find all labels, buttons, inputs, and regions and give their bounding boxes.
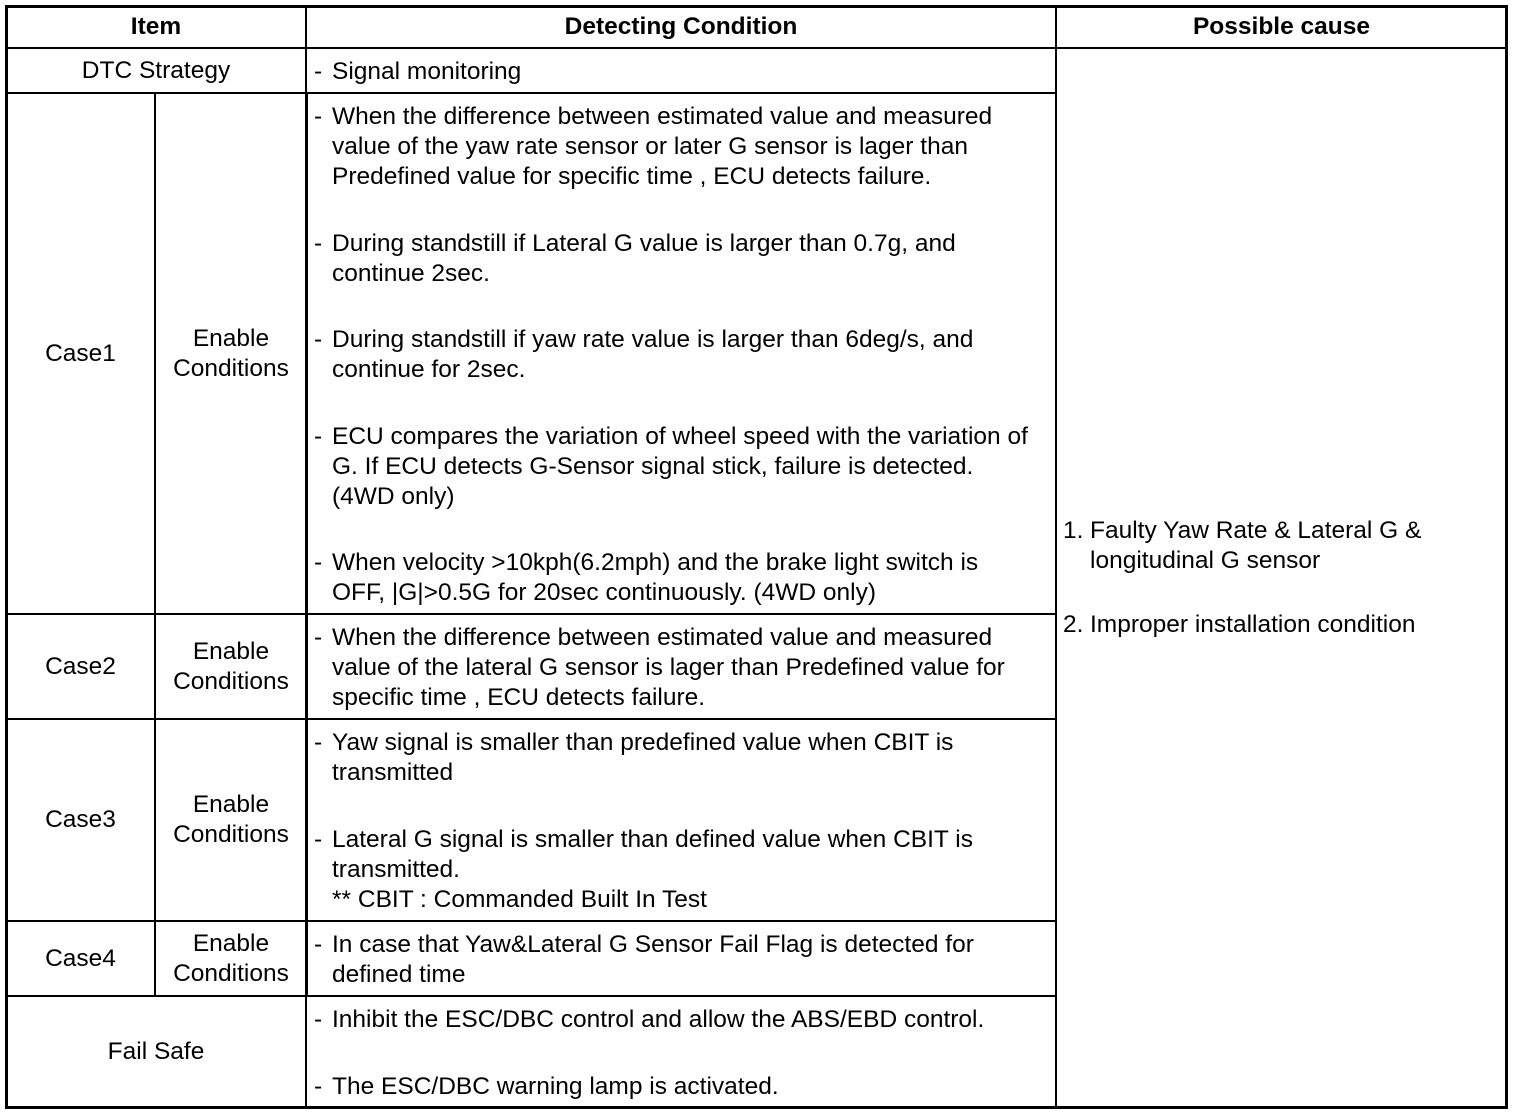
condition-line: During standstill if yaw rate value is larger than 6deg/s, and <box>332 326 974 353</box>
case3-label-cell <box>5 718 156 922</box>
condition-item <box>314 825 1049 915</box>
case1-enable-conditions-cell <box>154 92 308 615</box>
condition-line: continue 2sec. <box>332 259 490 287</box>
case4-condition-cell <box>305 920 1057 997</box>
condition-line: transmitted <box>332 759 454 786</box>
bullet-dash: - <box>314 326 323 353</box>
dtc-strategy-condition-cell <box>305 47 1057 94</box>
header-item-cell <box>5 5 307 49</box>
condition-item <box>314 102 1049 192</box>
fail-safe-condition-cell <box>305 995 1057 1109</box>
condition-line: Predefined value for specific time , ECU detects failure. <box>332 163 932 190</box>
cause-line: Faulty Yaw Rate & Lateral G & <box>1090 517 1422 544</box>
sublabel-line: Conditions <box>173 959 289 987</box>
condition-line: When the difference between estimated value and measured <box>332 624 993 651</box>
condition-line: specific time , ECU detects failure. <box>332 684 706 711</box>
header-possible-cause-label: Possible cause <box>1192 13 1371 40</box>
sublabel-line: Enable <box>192 791 270 818</box>
bullet-dash: - <box>314 1006 323 1033</box>
condition-item <box>314 1072 1049 1102</box>
condition-line: ECU compares the variation of wheel speed with the variation of <box>332 422 1028 450</box>
cause-line: longitudinal G sensor <box>1090 547 1321 574</box>
condition-line: OFF, |G|>0.5G for 20sec continuously. (4WD only) <box>332 579 876 606</box>
cause-line: Improper installation condition <box>1090 611 1416 638</box>
case2-enable-conditions-cell <box>154 613 308 720</box>
condition-item <box>314 57 1049 87</box>
cause-item <box>1063 610 1506 640</box>
row-label: Case2 <box>45 652 116 680</box>
condition-item <box>314 325 1049 385</box>
bullet-dash: - <box>314 729 323 756</box>
possible-cause-cell <box>1055 47 1508 1109</box>
condition-item <box>314 422 1049 512</box>
row-label: Case1 <box>45 339 116 367</box>
condition-item <box>314 930 1049 990</box>
condition-line: During standstill if Lateral G value is larger than 0.7g, and <box>332 229 956 257</box>
case4-enable-conditions-cell <box>154 920 308 997</box>
condition-line: continue for 2sec. <box>332 356 526 383</box>
sublabel-line: Conditions <box>173 667 289 695</box>
header-detecting-condition-label: Detecting Condition <box>564 13 798 40</box>
case1-label-cell <box>5 92 156 615</box>
sublabel-line: Conditions <box>173 821 289 848</box>
row-label: Case3 <box>45 806 116 833</box>
dtc-strategy-label-cell <box>5 47 307 94</box>
cause-number: 1. <box>1063 517 1084 544</box>
condition-item <box>314 728 1049 788</box>
condition-line: Lateral G signal is smaller than defined value when CBIT is <box>332 825 973 853</box>
bullet-dash: - <box>314 422 323 450</box>
bullet-dash: - <box>314 229 323 257</box>
sublabel-line: Enable <box>192 929 270 957</box>
case3-condition-cell <box>305 718 1057 922</box>
condition-item <box>314 229 1049 289</box>
case4-label-cell <box>5 920 156 997</box>
case3-enable-conditions-cell <box>154 718 308 922</box>
condition-line: When velocity >10kph(6.2mph) and the brake light switch is <box>332 549 979 576</box>
sublabel-line: Enable <box>192 324 270 352</box>
condition-line: G. If ECU detects G-Sensor signal stick, failure is detected. <box>332 452 974 480</box>
row-label: Fail Safe <box>107 1038 205 1065</box>
cause-item <box>1063 516 1506 576</box>
condition-line: value of the yaw rate sensor or later G sensor is lager than <box>332 133 968 160</box>
condition-item <box>314 1005 1049 1035</box>
bullet-dash: - <box>314 624 323 651</box>
fail-safe-label-cell <box>5 995 307 1109</box>
header-possible-cause-cell <box>1055 5 1508 49</box>
condition-note: ** CBIT : Commanded Built In Test <box>332 885 707 913</box>
condition-line: transmitted. <box>332 855 460 883</box>
condition-item <box>314 548 1049 608</box>
bullet-dash: - <box>314 549 323 576</box>
row-label: Case4 <box>45 944 116 972</box>
bullet-dash: - <box>314 931 323 958</box>
row-label: DTC Strategy <box>81 56 231 84</box>
condition-line: When the difference between estimated value and measured <box>332 103 993 130</box>
case1-condition-cell <box>305 92 1057 615</box>
header-detecting-condition-cell <box>305 5 1057 49</box>
header-item-label: Item <box>130 13 182 40</box>
condition-line: In case that Yaw&Lateral G Sensor Fail Flag is detected for <box>332 931 974 958</box>
condition-line: The ESC/DBC warning lamp is activated. <box>332 1072 779 1100</box>
condition-line: Signal monitoring <box>332 58 522 85</box>
case2-condition-cell <box>305 613 1057 720</box>
condition-line: value of the lateral G sensor is lager than Predefined value for <box>332 654 1005 681</box>
condition-line: Inhibit the ESC/DBC control and allow the ABS/EBD control. <box>332 1006 985 1033</box>
cause-number: 2. <box>1063 611 1084 638</box>
bullet-dash: - <box>314 103 323 130</box>
sublabel-line: Enable <box>192 637 270 665</box>
case2-label-cell <box>5 613 156 720</box>
condition-item <box>314 623 1049 713</box>
condition-line: (4WD only) <box>332 482 455 510</box>
bullet-dash: - <box>314 1072 323 1100</box>
sublabel-line: Conditions <box>173 354 289 382</box>
condition-line: Yaw signal is smaller than predefined value when CBIT is <box>332 729 954 756</box>
condition-line: defined time <box>332 961 466 988</box>
bullet-dash: - <box>314 825 323 853</box>
bullet-dash: - <box>314 58 323 85</box>
